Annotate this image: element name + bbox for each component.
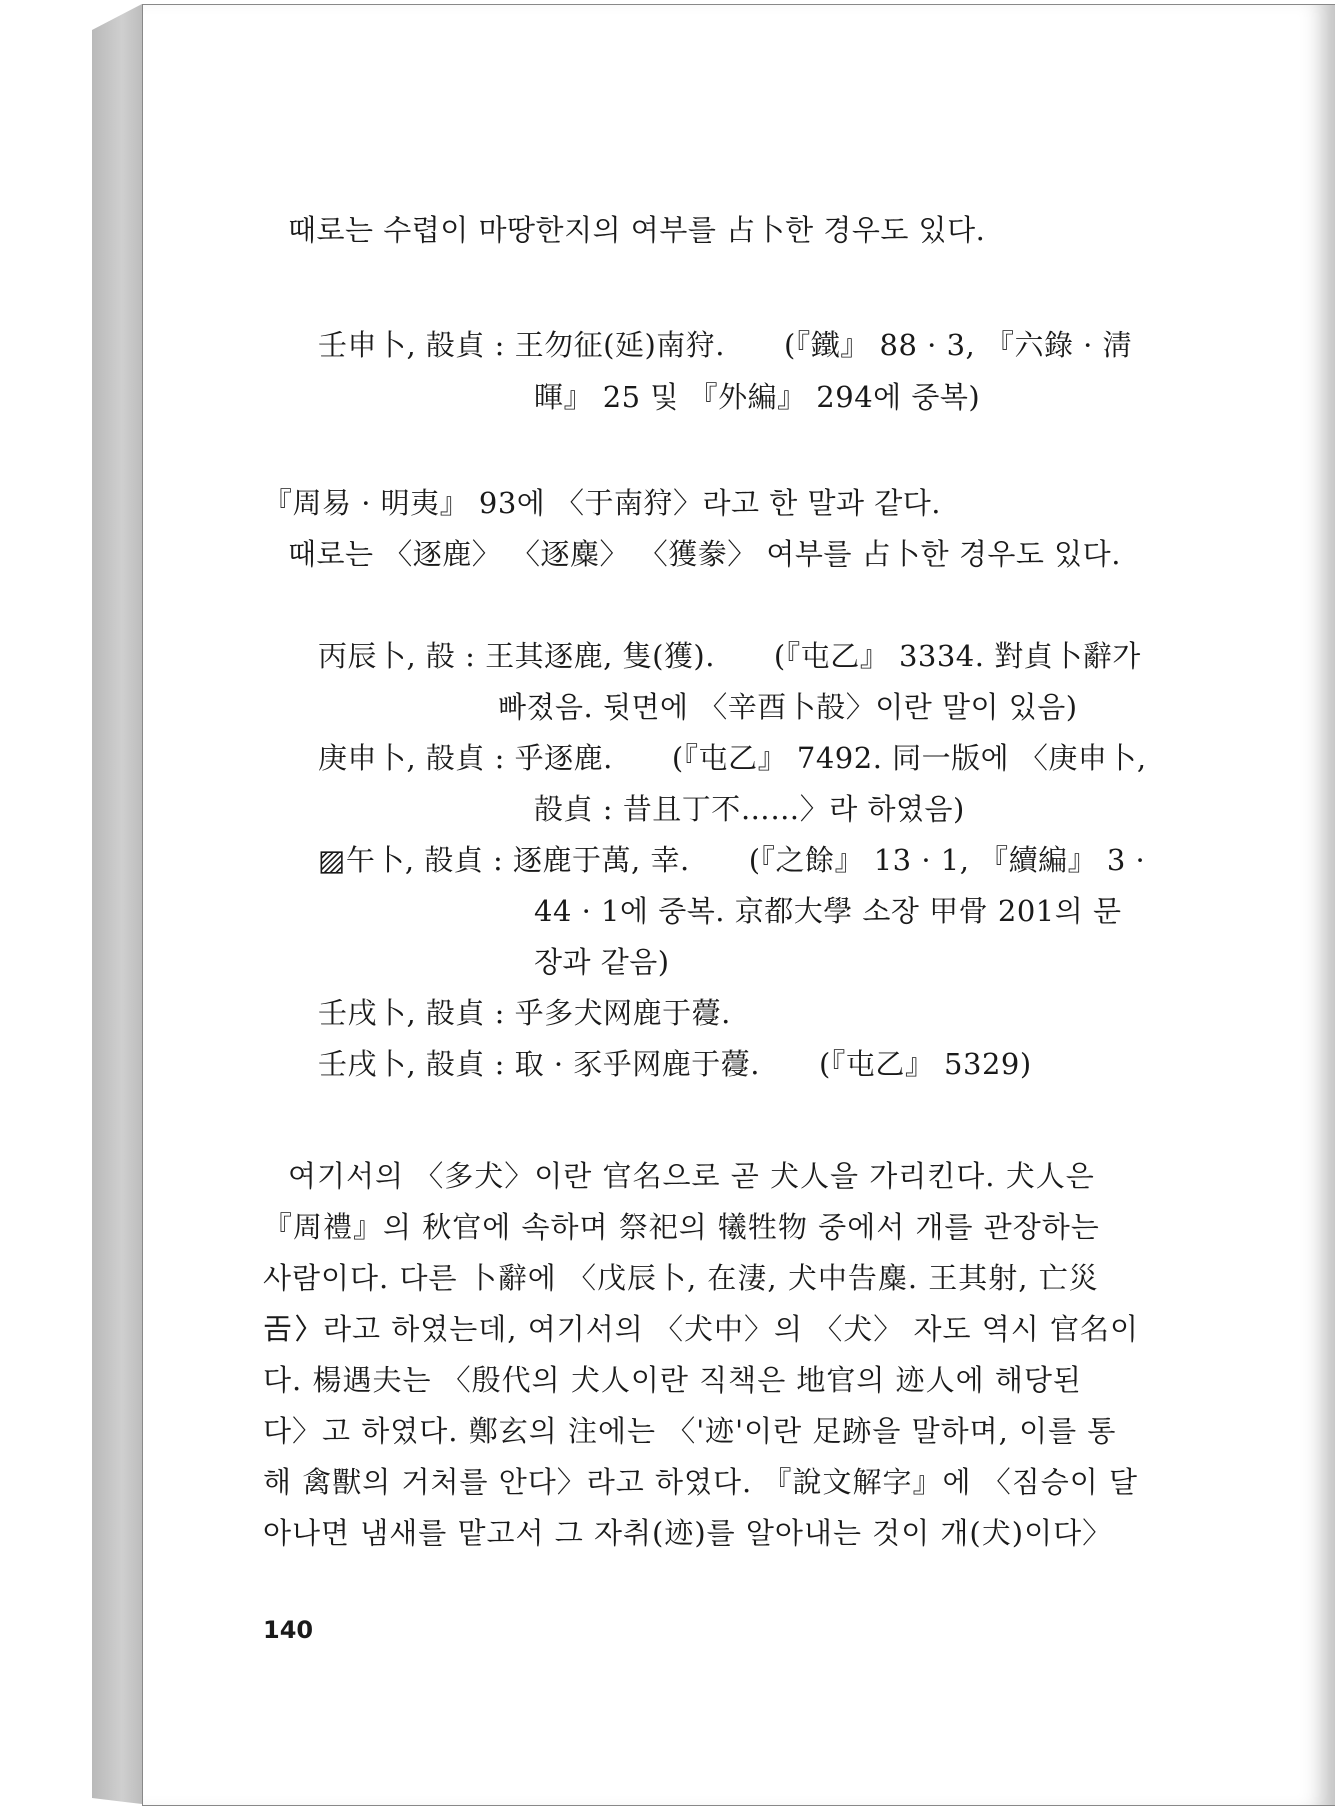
remark-line-2: 때로는 〈逐鹿〉 〈逐麋〉 〈獲豢〉 여부를 占卜한 경우도 있다. [288, 537, 1121, 571]
body-line-5: 다. 楊遇夫는 〈殷代의 犬人이란 직책은 地官의 迹人에 해당된 [263, 1363, 1082, 1397]
book-page [142, 4, 1335, 1806]
body-line-1: 여기서의 〈多犬〉이란 官名으로 곧 犬人을 가리킨다. 犬人은 [288, 1159, 1095, 1193]
page-number: 140 [263, 1616, 314, 1644]
book-spine-edge [92, 4, 142, 1804]
body-line-8: 아나면 냄새를 맡고서 그 자취(迹)를 알아내는 것이 개(犬)이다〉 [263, 1516, 1113, 1550]
inscription-3-line-1: 庚申卜, 㱿貞 : 乎逐鹿. (『屯乙』 7492. 同一版에 〈庚申卜, [318, 741, 1147, 775]
body-line-4: 𢀛〉라고 하였는데, 여기서의 〈犬中〉의 〈犬〉 자도 역시 官名이 [263, 1312, 1139, 1346]
inscription-4-line-2: 44 · 1에 중복. 京都大學 소장 甲骨 201의 문 [534, 894, 1122, 928]
remark-line-1: 『周易 · 明夷』 93에 〈于南狩〉라고 한 말과 같다. [263, 486, 941, 520]
body-line-6: 다〉고 하였다. 鄭玄의 注에는 〈'迹'이란 足跡을 말하며, 이를 통 [263, 1414, 1117, 1448]
inscription-5-line-1: 壬戌卜, 㱿貞 : 乎多犬网鹿于蘉. [318, 996, 731, 1030]
inscription-1-line-2: 暉』 25 및 『外編』 294에 중복) [534, 380, 981, 414]
inscription-4-line-1: ▨午卜, 㱿貞 : 逐鹿于萬, 幸. (『之餘』 13 · 1, 『續編』 3 · [318, 843, 1146, 877]
body-line-3: 사람이다. 다른 卜辭에 〈戊辰卜, 在淒, 犬中告麋. 王其射, 亡災 [263, 1261, 1099, 1295]
inscription-2-line-2: 빠졌음. 뒷면에 〈辛酉卜㱿〉이란 말이 있음) [498, 690, 1078, 724]
inscription-3-line-2: 㱿貞 : 昔且丁不……〉라 하였음) [534, 792, 965, 826]
body-line-7: 해 禽獸의 거처를 안다〉라고 하였다. 『說文解字』에 〈짐승이 달 [263, 1465, 1138, 1499]
inscription-6-line-1: 壬戌卜, 㱿貞 : 取 · 豕乎网鹿于蘉. (『屯乙』 5329) [318, 1047, 1032, 1081]
inscription-1-line-1: 壬申卜, 㱿貞 : 王勿征(延)南狩. (『鐵』 88 · 3, 『六錄 · 淸 [318, 328, 1133, 362]
intro-line-1: 때로는 수렵이 마땅한지의 여부를 占卜한 경우도 있다. [288, 213, 986, 247]
inscription-2-line-1: 丙辰卜, 㱿 : 王其逐鹿, 隻(獲). (『屯乙』 3334. 對貞卜辭가 [318, 639, 1141, 673]
body-line-2: 『周禮』의 秋官에 속하며 祭祀의 犧牲物 중에서 개를 관장하는 [263, 1210, 1100, 1244]
inscription-4-line-3: 장과 같음) [534, 945, 670, 979]
